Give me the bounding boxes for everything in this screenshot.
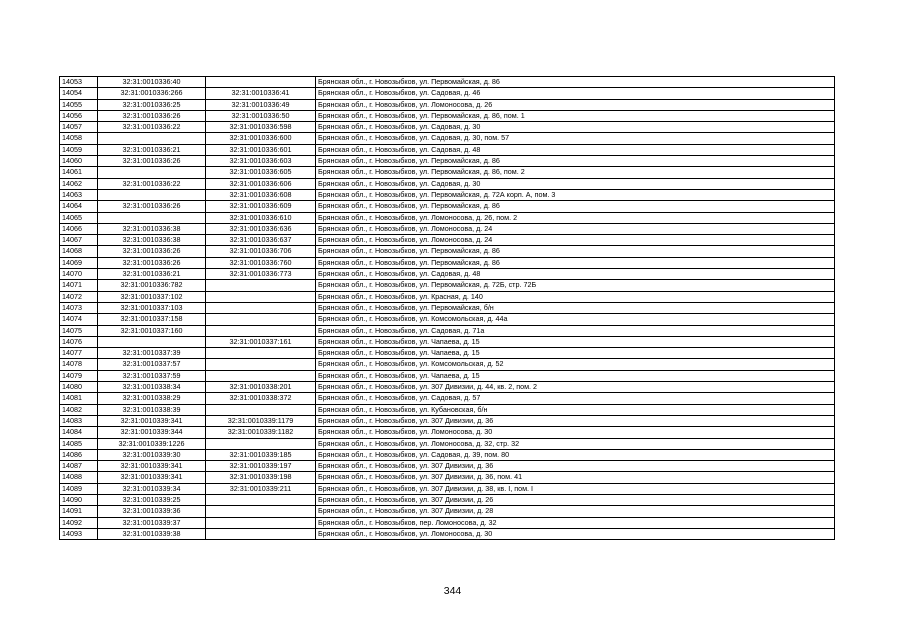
row-number-cell: 14068 bbox=[60, 246, 98, 257]
related-cadastral-number-cell bbox=[206, 528, 316, 539]
related-cadastral-number-cell bbox=[206, 438, 316, 449]
table-row bbox=[60, 110, 835, 121]
address-cell: Брянская обл., г. Новозыбков, ул. Чапаева, д. 15 bbox=[316, 370, 835, 381]
row-number-cell: 14085 bbox=[60, 438, 98, 449]
address-cell: Брянская обл., г. Новозыбков, ул. Ломоносова, д. 24 bbox=[316, 223, 835, 234]
related-cadastral-number-cell: 32:31:0010336:601 bbox=[206, 144, 316, 155]
related-cadastral-number-cell: 32:31:0010336:637 bbox=[206, 235, 316, 246]
row-number-cell: 14054 bbox=[60, 88, 98, 99]
address-cell: Брянская обл., г. Новозыбков, ул. Кубановская, б/н bbox=[316, 404, 835, 415]
related-cadastral-number-cell bbox=[206, 494, 316, 505]
cadastral-number-cell: 32:31:0010339:30 bbox=[98, 449, 206, 460]
related-cadastral-number-cell: 32:31:0010336:773 bbox=[206, 269, 316, 280]
address-cell: Брянская обл., г. Новозыбков, ул. Первомайская, д. 86 bbox=[316, 257, 835, 268]
row-number-cell: 14079 bbox=[60, 370, 98, 381]
related-cadastral-number-cell: 32:31:0010336:598 bbox=[206, 122, 316, 133]
address-cell: Брянская обл., г. Новозыбков, ул. Ломоносова, д. 26 bbox=[316, 99, 835, 110]
table-row bbox=[60, 178, 835, 189]
row-number-cell: 14084 bbox=[60, 427, 98, 438]
table-row bbox=[60, 156, 835, 167]
table-row bbox=[60, 472, 835, 483]
cadastral-number-cell: 32:31:0010339:36 bbox=[98, 506, 206, 517]
address-cell: Брянская обл., г. Новозыбков, ул. 307 Дивизии, д. 36, пом. 41 bbox=[316, 472, 835, 483]
cadastral-number-cell: 32:31:0010336:26 bbox=[98, 110, 206, 121]
table-row bbox=[60, 167, 835, 178]
row-number-cell: 14053 bbox=[60, 77, 98, 88]
cadastral-number-cell: 32:31:0010336:38 bbox=[98, 235, 206, 246]
related-cadastral-number-cell bbox=[206, 370, 316, 381]
table-row bbox=[60, 438, 835, 449]
address-cell: Брянская обл., г. Новозыбков, ул. 307 Дивизии, д. 44, кв. 2, пом. 2 bbox=[316, 382, 835, 393]
cadastral-number-cell: 32:31:0010339:1226 bbox=[98, 438, 206, 449]
related-cadastral-number-cell: 32:31:0010336:49 bbox=[206, 99, 316, 110]
table-row bbox=[60, 77, 835, 88]
related-cadastral-number-cell bbox=[206, 506, 316, 517]
table-row bbox=[60, 235, 835, 246]
cadastral-number-cell: 32:31:0010337:102 bbox=[98, 291, 206, 302]
cadastral-number-cell: 32:31:0010337:57 bbox=[98, 359, 206, 370]
table-row bbox=[60, 144, 835, 155]
cadastral-number-cell: 32:31:0010336:782 bbox=[98, 280, 206, 291]
cadastral-number-cell bbox=[98, 212, 206, 223]
row-number-cell: 14089 bbox=[60, 483, 98, 494]
cadastral-number-cell: 32:31:0010336:21 bbox=[98, 269, 206, 280]
table-row bbox=[60, 382, 835, 393]
address-cell: Брянская обл., г. Новозыбков, ул. 307 Дивизии, д. 26 bbox=[316, 494, 835, 505]
table-row bbox=[60, 280, 835, 291]
row-number-cell: 14081 bbox=[60, 393, 98, 404]
address-cell: Брянская обл., г. Новозыбков, ул. Садовая, д. 48 bbox=[316, 269, 835, 280]
related-cadastral-number-cell: 32:31:0010336:608 bbox=[206, 189, 316, 200]
cadastral-number-cell: 32:31:0010336:266 bbox=[98, 88, 206, 99]
related-cadastral-number-cell: 32:31:0010339:185 bbox=[206, 449, 316, 460]
row-number-cell: 14072 bbox=[60, 291, 98, 302]
row-number-cell: 14082 bbox=[60, 404, 98, 415]
row-number-cell: 14074 bbox=[60, 314, 98, 325]
table-row bbox=[60, 88, 835, 99]
cadastral-number-cell bbox=[98, 336, 206, 347]
row-number-cell: 14077 bbox=[60, 348, 98, 359]
related-cadastral-number-cell: 32:31:0010336:50 bbox=[206, 110, 316, 121]
row-number-cell: 14071 bbox=[60, 280, 98, 291]
table-row bbox=[60, 359, 835, 370]
table-row bbox=[60, 404, 835, 415]
row-number-cell: 14055 bbox=[60, 99, 98, 110]
row-number-cell: 14058 bbox=[60, 133, 98, 144]
table-row bbox=[60, 370, 835, 381]
registry-table bbox=[59, 76, 835, 540]
address-cell: Брянская обл., г. Новозыбков, ул. Садовая, д. 30, пом. 57 bbox=[316, 133, 835, 144]
related-cadastral-number-cell bbox=[206, 348, 316, 359]
related-cadastral-number-cell: 32:31:0010339:197 bbox=[206, 461, 316, 472]
cadastral-number-cell: 32:31:0010339:341 bbox=[98, 472, 206, 483]
row-number-cell: 14088 bbox=[60, 472, 98, 483]
cadastral-number-cell: 32:31:0010336:26 bbox=[98, 201, 206, 212]
row-number-cell: 14064 bbox=[60, 201, 98, 212]
cadastral-number-cell: 32:31:0010338:34 bbox=[98, 382, 206, 393]
row-number-cell: 14083 bbox=[60, 415, 98, 426]
cadastral-number-cell: 32:31:0010339:38 bbox=[98, 528, 206, 539]
address-cell: Брянская обл., г. Новозыбков, ул. Первомайская, д. 72Б, стр. 72Б bbox=[316, 280, 835, 291]
cadastral-number-cell: 32:31:0010337:103 bbox=[98, 302, 206, 313]
address-cell: Брянская обл., г. Новозыбков, ул. Садовая, д. 30 bbox=[316, 178, 835, 189]
table-row bbox=[60, 393, 835, 404]
address-cell: Брянская обл., г. Новозыбков, ул. Садовая, д. 57 bbox=[316, 393, 835, 404]
address-cell: Брянская обл., г. Новозыбков, ул. Первомайская, д. 86 bbox=[316, 156, 835, 167]
address-cell: Брянская обл., г. Новозыбков, ул. Ломоносова, д. 30 bbox=[316, 427, 835, 438]
cadastral-number-cell: 32:31:0010337:39 bbox=[98, 348, 206, 359]
cadastral-number-cell: 32:31:0010338:39 bbox=[98, 404, 206, 415]
related-cadastral-number-cell: 32:31:0010338:372 bbox=[206, 393, 316, 404]
table-row bbox=[60, 99, 835, 110]
cadastral-number-cell: 32:31:0010336:22 bbox=[98, 178, 206, 189]
table-row bbox=[60, 269, 835, 280]
table-row bbox=[60, 449, 835, 460]
related-cadastral-number-cell: 32:31:0010336:609 bbox=[206, 201, 316, 212]
cadastral-number-cell: 32:31:0010339:344 bbox=[98, 427, 206, 438]
table-row bbox=[60, 133, 835, 144]
related-cadastral-number-cell bbox=[206, 325, 316, 336]
address-cell: Брянская обл., г. Новозыбков, ул. Чапаева, д. 15 bbox=[316, 348, 835, 359]
cadastral-number-cell: 32:31:0010336:26 bbox=[98, 246, 206, 257]
cadastral-number-cell: 32:31:0010337:160 bbox=[98, 325, 206, 336]
table-row bbox=[60, 201, 835, 212]
address-cell: Брянская обл., г. Новозыбков, ул. 307 Дивизии, д. 38, кв. I, пом. I bbox=[316, 483, 835, 494]
table-row bbox=[60, 461, 835, 472]
row-number-cell: 14073 bbox=[60, 302, 98, 313]
cadastral-number-cell: 32:31:0010339:34 bbox=[98, 483, 206, 494]
table-row bbox=[60, 494, 835, 505]
related-cadastral-number-cell: 32:31:0010339:1182 bbox=[206, 427, 316, 438]
cadastral-number-cell: 32:31:0010337:158 bbox=[98, 314, 206, 325]
row-number-cell: 14069 bbox=[60, 257, 98, 268]
address-cell: Брянская обл., г. Новозыбков, ул. Красная, д. 140 bbox=[316, 291, 835, 302]
cadastral-number-cell: 32:31:0010336:22 bbox=[98, 122, 206, 133]
table-row bbox=[60, 314, 835, 325]
row-number-cell: 14078 bbox=[60, 359, 98, 370]
address-cell: Брянская обл., г. Новозыбков, ул. Садовая, д. 48 bbox=[316, 144, 835, 155]
related-cadastral-number-cell: 32:31:0010336:605 bbox=[206, 167, 316, 178]
address-cell: Брянская обл., г. Новозыбков, ул. Первомайская, д. 86 bbox=[316, 201, 835, 212]
row-number-cell: 14066 bbox=[60, 223, 98, 234]
address-cell: Брянская обл., г. Новозыбков, ул. Первомайская, д. 86, пом. 1 bbox=[316, 110, 835, 121]
address-cell: Брянская обл., г. Новозыбков, ул. Первомайская, д. 86 bbox=[316, 246, 835, 257]
related-cadastral-number-cell bbox=[206, 77, 316, 88]
row-number-cell: 14091 bbox=[60, 506, 98, 517]
cadastral-number-cell: 32:31:0010339:341 bbox=[98, 415, 206, 426]
related-cadastral-number-cell: 32:31:0010336:636 bbox=[206, 223, 316, 234]
row-number-cell: 14087 bbox=[60, 461, 98, 472]
address-cell: Брянская обл., г. Новозыбков, ул. 307 Дивизии, д. 28 bbox=[316, 506, 835, 517]
row-number-cell: 14065 bbox=[60, 212, 98, 223]
related-cadastral-number-cell: 32:31:0010336:706 bbox=[206, 246, 316, 257]
table-row bbox=[60, 506, 835, 517]
page-number: 344 bbox=[443, 585, 462, 597]
table-row bbox=[60, 483, 835, 494]
cadastral-number-cell: 32:31:0010338:29 bbox=[98, 393, 206, 404]
address-cell: Брянская обл., г. Новозыбков, ул. Садовая, д. 39, пом. 80 bbox=[316, 449, 835, 460]
row-number-cell: 14059 bbox=[60, 144, 98, 155]
row-number-cell: 14057 bbox=[60, 122, 98, 133]
table-row bbox=[60, 291, 835, 302]
cadastral-number-cell bbox=[98, 189, 206, 200]
table-row bbox=[60, 528, 835, 539]
address-cell: Брянская обл., г. Новозыбков, ул. Ломоносова, д. 32, стр. 32 bbox=[316, 438, 835, 449]
cadastral-number-cell: 32:31:0010337:59 bbox=[98, 370, 206, 381]
table-row bbox=[60, 246, 835, 257]
address-cell: Брянская обл., г. Новозыбков, ул. Комсомольская, д. 52 bbox=[316, 359, 835, 370]
related-cadastral-number-cell bbox=[206, 359, 316, 370]
cadastral-number-cell: 32:31:0010336:26 bbox=[98, 156, 206, 167]
related-cadastral-number-cell bbox=[206, 302, 316, 313]
cadastral-number-cell: 32:31:0010339:37 bbox=[98, 517, 206, 528]
row-number-cell: 14067 bbox=[60, 235, 98, 246]
row-number-cell: 14070 bbox=[60, 269, 98, 280]
related-cadastral-number-cell bbox=[206, 404, 316, 415]
row-number-cell: 14076 bbox=[60, 336, 98, 347]
address-cell: Брянская обл., г. Новозыбков, ул. Ломоносова, д. 30 bbox=[316, 528, 835, 539]
address-cell: Брянская обл., г. Новозыбков, ул. Первомайская, б/н bbox=[316, 302, 835, 313]
table-row bbox=[60, 257, 835, 268]
row-number-cell: 14075 bbox=[60, 325, 98, 336]
related-cadastral-number-cell: 32:31:0010339:198 bbox=[206, 472, 316, 483]
row-number-cell: 14056 bbox=[60, 110, 98, 121]
table-row bbox=[60, 122, 835, 133]
table-row bbox=[60, 336, 835, 347]
table-row bbox=[60, 302, 835, 313]
table-row bbox=[60, 223, 835, 234]
related-cadastral-number-cell bbox=[206, 280, 316, 291]
cadastral-number-cell: 32:31:0010339:25 bbox=[98, 494, 206, 505]
related-cadastral-number-cell: 32:31:0010338:201 bbox=[206, 382, 316, 393]
table-row bbox=[60, 325, 835, 336]
table-row bbox=[60, 212, 835, 223]
row-number-cell: 14093 bbox=[60, 528, 98, 539]
cadastral-number-cell: 32:31:0010336:21 bbox=[98, 144, 206, 155]
related-cadastral-number-cell: 32:31:0010336:600 bbox=[206, 133, 316, 144]
address-cell: Брянская обл., г. Новозыбков, ул. Первомайская, д. 72А корп. А, пом. 3 bbox=[316, 189, 835, 200]
cadastral-number-cell: 32:31:0010336:25 bbox=[98, 99, 206, 110]
address-cell: Брянская обл., г. Новозыбков, ул. Ломоносова, д. 24 bbox=[316, 235, 835, 246]
related-cadastral-number-cell: 32:31:0010336:606 bbox=[206, 178, 316, 189]
address-cell: Брянская обл., г. Новозыбков, ул. Комсомольская, д. 44а bbox=[316, 314, 835, 325]
row-number-cell: 14062 bbox=[60, 178, 98, 189]
table-row bbox=[60, 517, 835, 528]
related-cadastral-number-cell: 32:31:0010336:760 bbox=[206, 257, 316, 268]
row-number-cell: 14080 bbox=[60, 382, 98, 393]
address-cell: Брянская обл., г. Новозыбков, ул. Ломоносова, д. 26, пом. 2 bbox=[316, 212, 835, 223]
address-cell: Брянская обл., г. Новозыбков, ул. Первомайская, д. 86, пом. 2 bbox=[316, 167, 835, 178]
address-cell: Брянская обл., г. Новозыбков, ул. 307 Дивизии, д. 36 bbox=[316, 415, 835, 426]
related-cadastral-number-cell: 32:31:0010337:161 bbox=[206, 336, 316, 347]
cadastral-number-cell: 32:31:0010336:40 bbox=[98, 77, 206, 88]
address-cell: Брянская обл., г. Новозыбков, ул. Чапаева, д. 15 bbox=[316, 336, 835, 347]
related-cadastral-number-cell: 32:31:0010339:1179 bbox=[206, 415, 316, 426]
row-number-cell: 14063 bbox=[60, 189, 98, 200]
address-cell: Брянская обл., г. Новозыбков, пер. Ломоносова, д. 32 bbox=[316, 517, 835, 528]
address-cell: Брянская обл., г. Новозыбков, ул. Первомайская, д. 86 bbox=[316, 77, 835, 88]
related-cadastral-number-cell bbox=[206, 291, 316, 302]
row-number-cell: 14086 bbox=[60, 449, 98, 460]
related-cadastral-number-cell bbox=[206, 517, 316, 528]
table-row bbox=[60, 189, 835, 200]
related-cadastral-number-cell: 32:31:0010336:41 bbox=[206, 88, 316, 99]
cadastral-number-cell bbox=[98, 133, 206, 144]
address-cell: Брянская обл., г. Новозыбков, ул. Садовая, д. 71а bbox=[316, 325, 835, 336]
address-cell: Брянская обл., г. Новозыбков, ул. Садовая, д. 46 bbox=[316, 88, 835, 99]
row-number-cell: 14060 bbox=[60, 156, 98, 167]
row-number-cell: 14061 bbox=[60, 167, 98, 178]
cadastral-number-cell: 32:31:0010336:26 bbox=[98, 257, 206, 268]
address-cell: Брянская обл., г. Новозыбков, ул. Садовая, д. 30 bbox=[316, 122, 835, 133]
table-row bbox=[60, 427, 835, 438]
cadastral-number-cell: 32:31:0010339:341 bbox=[98, 461, 206, 472]
related-cadastral-number-cell bbox=[206, 314, 316, 325]
related-cadastral-number-cell: 32:31:0010336:603 bbox=[206, 156, 316, 167]
row-number-cell: 14092 bbox=[60, 517, 98, 528]
registry-table-body bbox=[60, 77, 835, 540]
cadastral-number-cell bbox=[98, 167, 206, 178]
table-row bbox=[60, 348, 835, 359]
row-number-cell: 14090 bbox=[60, 494, 98, 505]
table-row bbox=[60, 415, 835, 426]
address-cell: Брянская обл., г. Новозыбков, ул. 307 Дивизии, д. 36 bbox=[316, 461, 835, 472]
related-cadastral-number-cell: 32:31:0010339:211 bbox=[206, 483, 316, 494]
related-cadastral-number-cell: 32:31:0010336:610 bbox=[206, 212, 316, 223]
cadastral-number-cell: 32:31:0010336:38 bbox=[98, 223, 206, 234]
